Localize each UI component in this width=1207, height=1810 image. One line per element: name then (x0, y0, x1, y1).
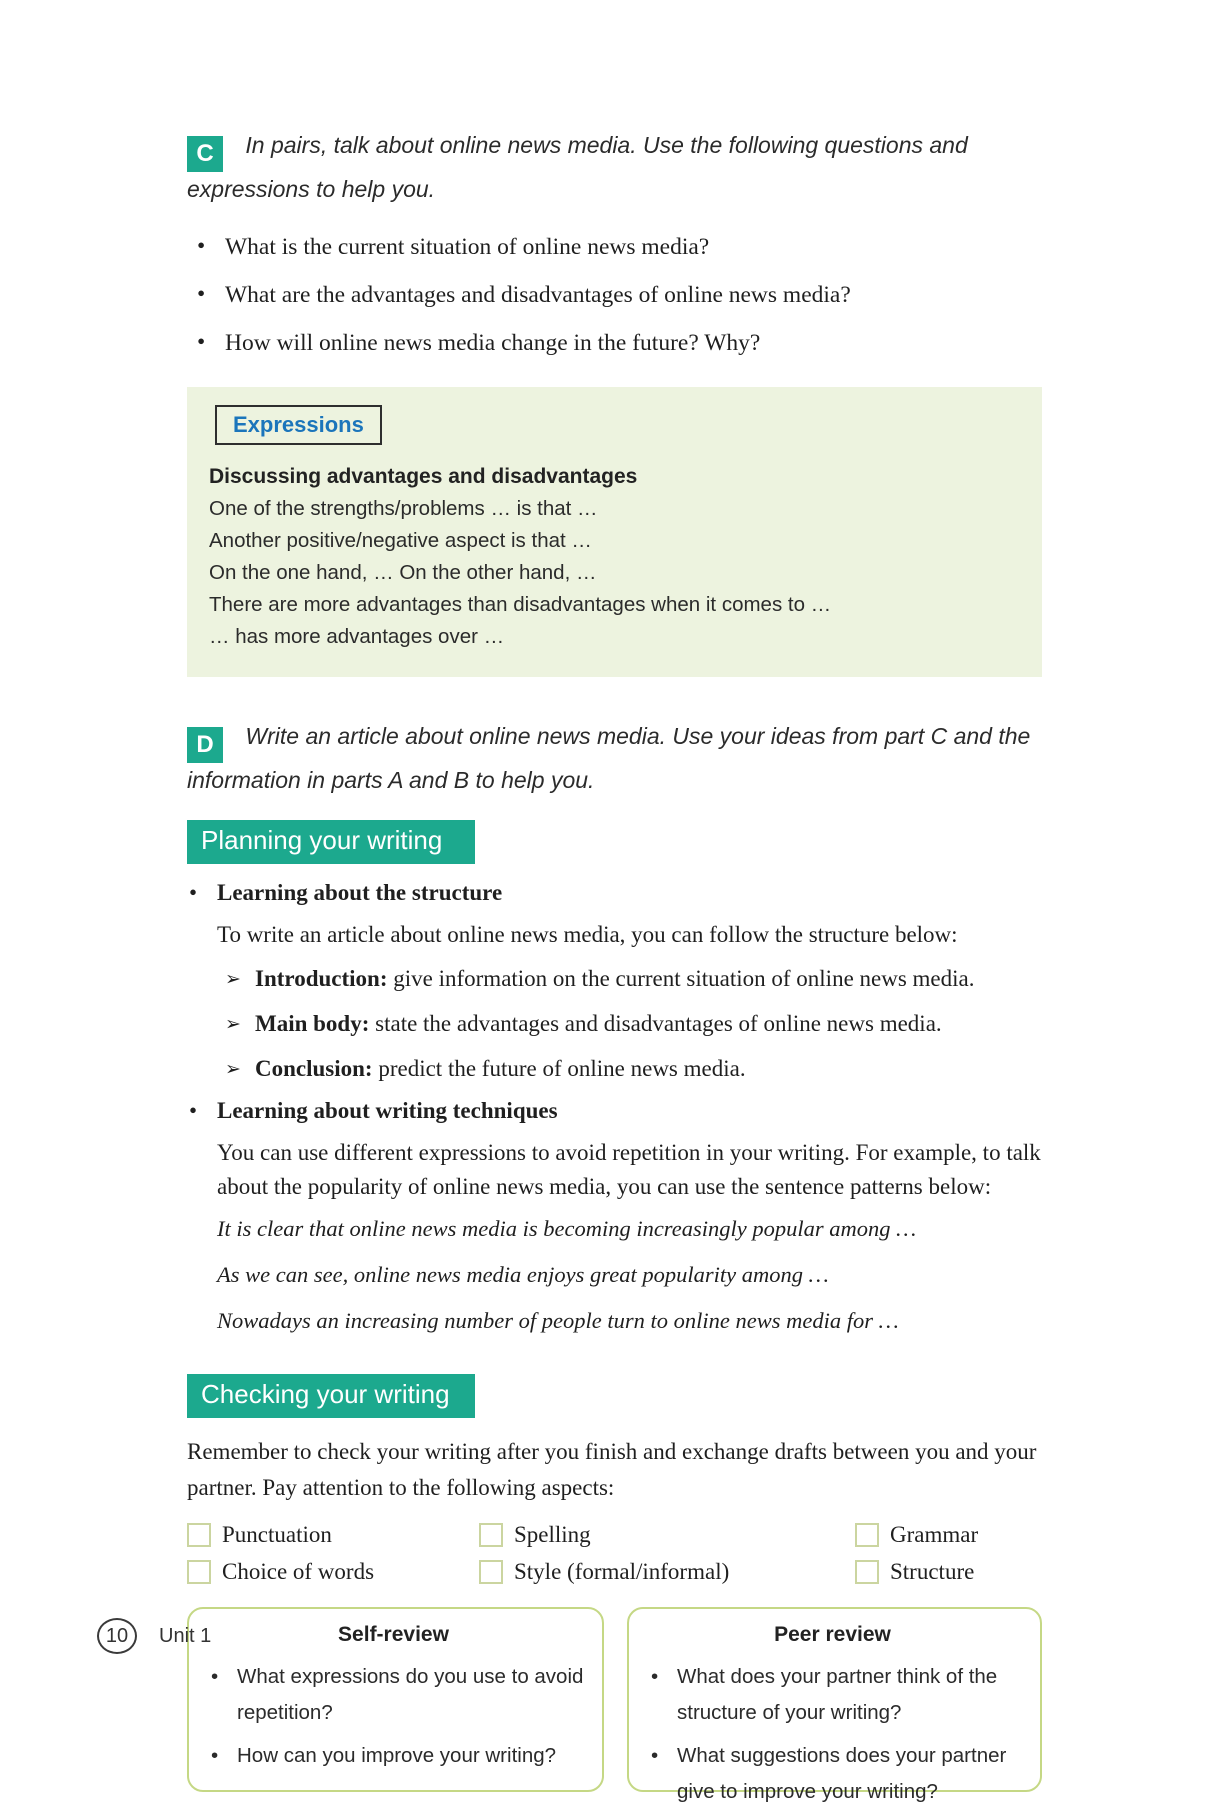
structure-title: • Learning about the structure (217, 880, 503, 906)
expression-line: One of the strengths/problems … is that … (209, 496, 598, 520)
expressions-heading: Discussing advantages and disadvantages (209, 464, 638, 488)
arrow-bullet-icon: ➢ (225, 968, 241, 991)
aspect-label: Choice of words (222, 1559, 375, 1585)
techniques-intro: You can use different expressions to avoid repetition in your writing. For example, to talk about the popularity of online news media, you can use the sentence patterns below: (217, 1140, 1041, 1200)
page-number-badge: 10 (97, 1618, 137, 1654)
list-item: • How can you improve your writing? (203, 1738, 584, 1774)
aspect-grammar (855, 1522, 1042, 1548)
section-c-instruction: In pairs, talk about online news media. Use the following questions and expressions to help you. (187, 132, 968, 202)
page-footer (97, 1618, 211, 1654)
checking-intro: Remember to check your writing after you finish and exchange drafts between you and your partner. Pay attention to the following aspects: (187, 1439, 1037, 1501)
aspects-checklist (187, 1522, 1042, 1585)
aspect-spelling (479, 1522, 855, 1548)
list-item: • What are the advantages and disadvantages of online news media? (195, 282, 1042, 309)
structure-item-label: Conclusion: (255, 1056, 373, 1082)
planning-heading: Planning your writing (187, 820, 475, 864)
list-item (225, 962, 1042, 996)
aspect-label: Style (formal/informal) (514, 1559, 730, 1585)
section-c-instruction-row (187, 128, 1042, 208)
sentence-pattern: Nowadays an increasing number of people turn to online news media for … (217, 1308, 899, 1334)
expression-line: There are more advantages than disadvantages when it comes to … (209, 592, 832, 616)
section-d-instruction: Write an article about online news media. Use your ideas from part C and the information in parts A and B to help you. (187, 722, 1031, 793)
list-item: • How will online news media change in the future? Why? (195, 330, 1042, 357)
structure-item-label: Introduction: (255, 966, 388, 992)
page-content (187, 128, 1042, 1804)
planning-sections (187, 880, 1042, 1336)
sentence-pattern: It is clear that online news media is becoming increasingly popular among … (217, 1216, 917, 1242)
expression-line: Another positive/negative aspect is that … (209, 528, 592, 552)
self-review-box (187, 1607, 604, 1792)
expressions-label: Expressions (215, 405, 382, 445)
aspect-choice-of-words (187, 1559, 479, 1585)
review-boxes (187, 1607, 1042, 1804)
arrow-bullet-icon: ➢ (225, 1058, 241, 1081)
discussion-questions (195, 234, 1042, 357)
peer-review-title: Peer review (774, 1623, 891, 1647)
list-item (225, 1052, 1042, 1086)
structure-items (225, 962, 1042, 1086)
aspect-label: Spelling (514, 1522, 591, 1548)
aspect-structure (855, 1559, 1042, 1585)
structure-item-label: Main body: (255, 1011, 370, 1037)
checking-heading: Checking your writing (187, 1374, 475, 1418)
section-d-badge: D (187, 727, 223, 763)
peer-review-box (627, 1607, 1042, 1804)
list-item (225, 1007, 1042, 1041)
section-d-instruction-row (187, 719, 1042, 799)
techniques-section (187, 1098, 1042, 1336)
spelling-checkbox[interactable] (479, 1523, 503, 1547)
aspect-label: Structure (890, 1559, 975, 1585)
grammar-checkbox[interactable] (855, 1523, 879, 1547)
list-item: • What suggestions does your partner give to improve your writing? (643, 1738, 1022, 1810)
peer-review-list (643, 1659, 1022, 1810)
structure-item-text: predict the future of online news media. (372, 1056, 746, 1082)
list-item: • What is the current situation of online news media? (195, 234, 1042, 261)
section-c-badge: C (187, 136, 223, 172)
unit-label: Unit 1 (159, 1624, 212, 1647)
aspect-style (479, 1559, 855, 1585)
list-item: • What does your partner think of the structure of your writing? (643, 1659, 1022, 1731)
self-review-list (203, 1659, 584, 1774)
list-item: • What expressions do you use to avoid repetition? (203, 1659, 584, 1731)
aspect-label: Punctuation (222, 1522, 332, 1548)
structure-checkbox[interactable] (855, 1560, 879, 1584)
structure-intro: To write an article about online news media, you can follow the structure below: (217, 922, 958, 948)
punctuation-checkbox[interactable] (187, 1523, 211, 1547)
self-review-title: Self-review (338, 1623, 449, 1647)
aspect-punctuation (187, 1522, 479, 1548)
expressions-box (187, 387, 1042, 677)
aspect-label: Grammar (890, 1522, 979, 1548)
arrow-bullet-icon: ➢ (225, 1013, 241, 1036)
sentence-pattern: As we can see, online news media enjoys great popularity among … (217, 1262, 829, 1288)
expression-line: On the one hand, … On the other hand, … (209, 560, 597, 584)
expression-line: … has more advantages over … (209, 624, 505, 648)
structure-item-text: give information on the current situation of online news media. (387, 966, 975, 992)
techniques-title: • Learning about writing techniques (217, 1098, 558, 1124)
style-checkbox[interactable] (479, 1560, 503, 1584)
structure-section (187, 880, 1042, 1086)
structure-item-text: state the advantages and disadvantages of online news media. (369, 1011, 942, 1037)
choice-of-words-checkbox[interactable] (187, 1560, 211, 1584)
